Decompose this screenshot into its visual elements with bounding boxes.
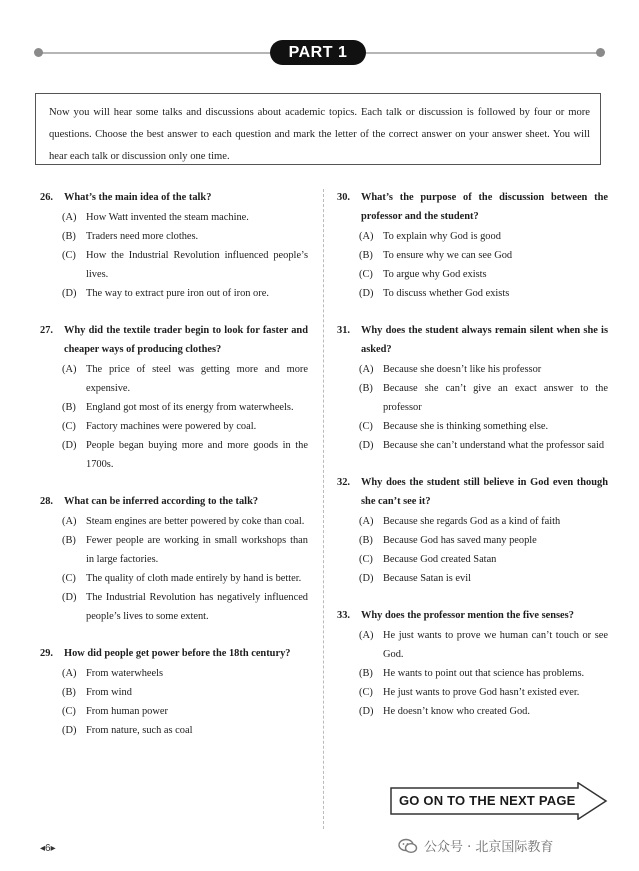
option [337, 664, 608, 683]
option-text: Because God has saved many people [383, 535, 537, 546]
option-letter: (A) [359, 516, 374, 527]
option-text: Factory machines were powered by coal. [86, 421, 257, 432]
option-text: The Industrial Revolution has negatively influenced people’s lives to some extent. [86, 592, 308, 622]
option-text: From waterwheels [86, 668, 164, 679]
option [40, 721, 308, 740]
question-stem: Why does the student always remain silent when she is asked? [361, 325, 608, 355]
option-text: He just wants to prove God hasn’t existed ever. [383, 687, 580, 698]
option-letter: (B) [62, 231, 76, 242]
option-letter: (A) [62, 364, 77, 375]
option-letter: (A) [62, 212, 77, 223]
option [337, 265, 608, 284]
option-letter: (B) [359, 535, 373, 546]
question-stem: Why did the textile trader begin to look for faster and cheaper ways of producing clothes? [64, 325, 308, 355]
option-text: He just wants to prove we human can’t touch or see God. [383, 630, 608, 660]
option [337, 683, 608, 702]
option-text: Because she regards God as a kind of faith [383, 516, 561, 527]
option [40, 227, 308, 246]
page-number: ◂6▸ [40, 843, 56, 854]
question-stem: What’s the purpose of the discussion between the professor and the student? [361, 192, 608, 222]
wechat-icon [398, 838, 418, 854]
question-number: 29. [40, 648, 53, 659]
option-letter: (B) [359, 668, 373, 679]
option [40, 512, 308, 531]
option-text: From nature, such as coal [86, 725, 193, 736]
option [337, 702, 608, 721]
option-letter: (D) [62, 592, 77, 603]
left-column [40, 188, 308, 740]
question-stem: Why does the professor mention the five senses? [361, 610, 574, 621]
option [40, 702, 308, 721]
option [337, 550, 608, 569]
option-text: Because Satan is evil [383, 573, 472, 584]
option-letter: (D) [359, 288, 374, 299]
question-number: 26. [40, 192, 53, 203]
option-letter: (B) [359, 383, 373, 394]
option-letter: (A) [62, 516, 77, 527]
option-letter: (D) [359, 440, 374, 451]
option-letter: (A) [359, 364, 374, 375]
option-letter: (B) [62, 402, 76, 413]
question-31 [337, 321, 608, 455]
option [337, 531, 608, 550]
question-stem: How did people get power before the 18th century? [64, 648, 291, 659]
option-letter: (B) [62, 535, 76, 546]
option-letter: (A) [62, 668, 77, 679]
watermark [398, 836, 553, 855]
option [337, 436, 608, 455]
option-letter: (D) [62, 725, 77, 736]
option-letter: (B) [62, 687, 76, 698]
option-text: The price of steel was getting more and more expensive. [86, 364, 308, 394]
question-32 [337, 473, 608, 588]
watermark-text: 公众号 · 北京国际教育 [424, 840, 554, 855]
right-column [337, 188, 608, 721]
option-text: Fewer people are working in small workshops than in large factories. [86, 535, 308, 565]
option-text: Steam engines are better powered by coke than coal. [86, 516, 305, 527]
question-number: 31. [337, 325, 350, 336]
option-text: He wants to point out that science has problems. [383, 668, 585, 679]
question-26 [40, 188, 308, 303]
option [337, 569, 608, 588]
option-text: Traders need more clothes. [86, 231, 199, 242]
option [40, 398, 308, 417]
part-label: PART 1 [270, 40, 366, 65]
option [337, 379, 608, 417]
question-number: 28. [40, 496, 53, 507]
option [40, 683, 308, 702]
question-30 [337, 188, 608, 303]
question-stem: What can be inferred according to the talk? [64, 496, 259, 507]
option-letter: (C) [359, 554, 373, 565]
option-text: England got most of its energy from waterwheels. [86, 402, 294, 413]
option-letter: (D) [359, 573, 374, 584]
option-letter: (C) [359, 687, 373, 698]
option-letter: (A) [359, 630, 374, 641]
option [40, 360, 308, 398]
option-text: To discuss whether God exists [383, 288, 510, 299]
option-letter: (D) [62, 440, 77, 451]
option [40, 436, 308, 474]
option-letter: (C) [359, 421, 373, 432]
option-text: The way to extract pure iron out of iron ore. [86, 288, 269, 299]
option [337, 227, 608, 246]
option [40, 664, 308, 683]
option-text: From wind [86, 687, 132, 698]
question-number: 33. [337, 610, 350, 621]
instructions-box: Now you will hear some talks and discussions about academic topics. Each talk or discussion is followed by four or more questions. Choose the best answer to each question and mark the letter of the correct answer on your answer sheet. You will hear each talk or discussion only one time. [35, 93, 601, 165]
option-text: Because she can’t understand what the professor said [383, 440, 605, 451]
option-letter: (C) [62, 706, 76, 717]
option [40, 417, 308, 436]
question-number: 27. [40, 325, 53, 336]
option [40, 246, 308, 284]
option-text: Because she is thinking something else. [383, 421, 549, 432]
go-on-arrow [390, 782, 608, 820]
option-text: Because she doesn’t like his professor [383, 364, 542, 375]
option-text: To ensure why we can see God [383, 250, 513, 261]
option [40, 208, 308, 227]
question-28 [40, 492, 308, 626]
header-rule-left-dot [34, 48, 43, 57]
option [40, 284, 308, 303]
question-number: 32. [337, 477, 350, 488]
question-29 [40, 644, 308, 740]
option-text: From human power [86, 706, 168, 717]
option [337, 360, 608, 379]
option-letter: (C) [359, 269, 373, 280]
option-letter: (A) [359, 231, 374, 242]
question-stem: What’s the main idea of the talk? [64, 192, 212, 203]
option-text: To argue why God exists [383, 269, 487, 280]
option-letter: (D) [62, 288, 77, 299]
option [337, 626, 608, 664]
option-letter: (C) [62, 573, 76, 584]
option-letter: (B) [359, 250, 373, 261]
option-text: Because God created Satan [383, 554, 497, 565]
option-text: He doesn’t know who created God. [383, 706, 530, 717]
option-letter: (C) [62, 421, 76, 432]
question-33 [337, 606, 608, 721]
option-letter: (D) [359, 706, 374, 717]
question-27 [40, 321, 308, 474]
option-letter: (C) [62, 250, 76, 261]
question-number: 30. [337, 192, 350, 203]
question-stem: Why does the student still believe in God even though she can’t see it? [361, 477, 608, 507]
option [337, 512, 608, 531]
header-rule-right-dot [596, 48, 605, 57]
option [40, 531, 308, 569]
option-text: To explain why God is good [383, 231, 501, 242]
option-text: Because she can’t give an exact answer to the professor [383, 383, 608, 413]
option [337, 284, 608, 303]
option [337, 246, 608, 265]
option-text: People began buying more and more goods in the 1700s. [86, 440, 308, 470]
option-text: The quality of cloth made entirely by hand is better. [86, 573, 302, 584]
option [337, 417, 608, 436]
column-divider [323, 189, 324, 829]
option [40, 588, 308, 626]
option-text: How the Industrial Revolution influenced people’s lives. [86, 250, 308, 280]
option [40, 569, 308, 588]
option-text: How Watt invented the steam machine. [86, 212, 249, 223]
go-on-label: GO ON TO THE NEXT PAGE [399, 793, 576, 808]
